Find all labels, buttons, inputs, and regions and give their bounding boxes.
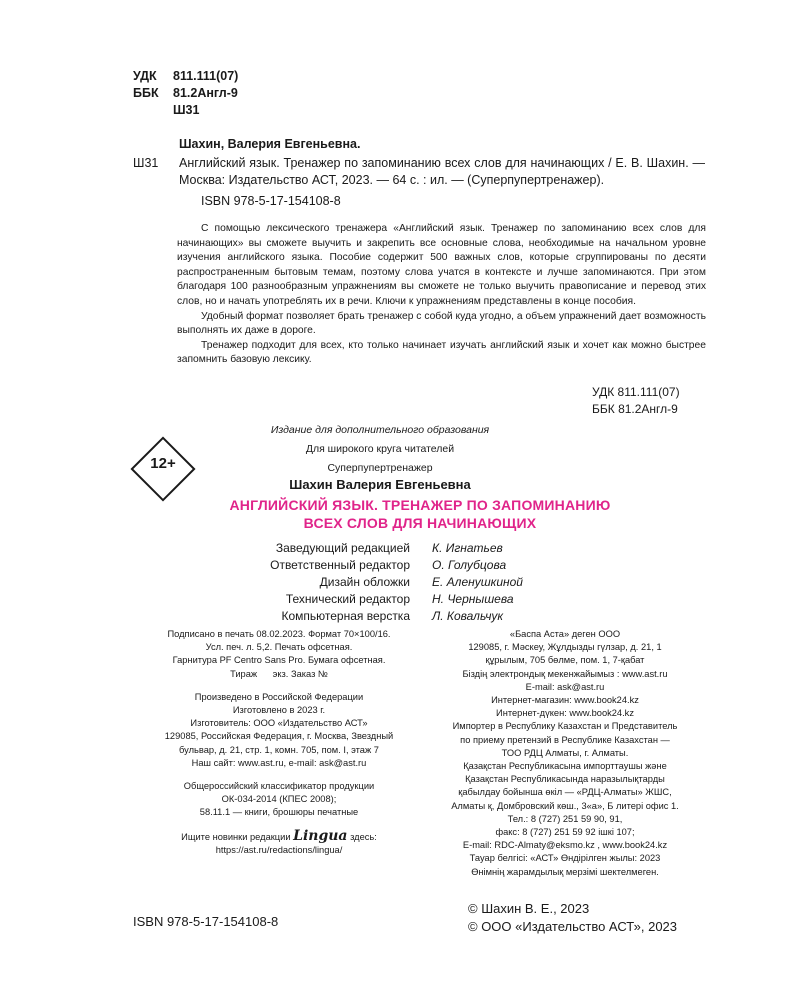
kz-line: Импортер в Республику Казахстан и Представитель bbox=[452, 721, 678, 732]
edition-audience: Для широкого круга читателей bbox=[305, 443, 455, 455]
kz-line: факс: 8 (727) 251 59 92 ішкі 107; bbox=[495, 827, 635, 838]
manufacturer-line: Произведено в Российской Федерации bbox=[194, 691, 364, 702]
kz-line: Қазақстан Республикасына импорттаушы және bbox=[463, 761, 667, 772]
udk-value: 811.111(07) bbox=[173, 69, 239, 83]
udk-right-block bbox=[592, 384, 680, 418]
kz-line: қабылдау бойынша өкіл — «РДЦ-Алматы» ЖШС, bbox=[458, 787, 672, 798]
book-title-line: ВСЕХ СЛОВ ДЛЯ НАЧИНАЮЩИХ bbox=[303, 515, 537, 531]
kz-line: Қазақстан Республикасында наразылықтарды bbox=[465, 774, 665, 785]
novelties-text: Ищите новинки редакции bbox=[181, 831, 291, 842]
annotation-paragraph: С помощью лексического тренажера «Английский язык. Тренажер по запоминанию всех слов для начинающих» вы сможете выучить и закрепить все основные слова, необходимые на начальном уровне изучения английского языка. Пособие содержит 500 важных слов, которые сгруппированы по десяти распространенным бытовым темам, поэтому слова учатся в контексте и лучше запоминаются. При этом благодаря 100 разнообразным упражнениям вы сможете не только выучить правописание и перевод этих слов, но и начать употреблять их в речи. Ключи к упражнениям представлены в конце пособия. bbox=[177, 223, 706, 307]
imprint-left bbox=[133, 628, 425, 857]
lingua-logo: Lingua bbox=[293, 827, 348, 844]
manufacturer-line: 129085, Российская Федерация, г. Москва, Звездный bbox=[164, 731, 394, 742]
kz-line: Интернет-дүкен: www.book24.kz bbox=[496, 708, 634, 719]
staff-role: Дизайн обложки bbox=[319, 575, 410, 589]
annotation-paragraph: Тренажер подходит для всех, кто только начинает изучать английский язык и хочет как можно быстрее запомнить базовую лексику. bbox=[177, 339, 706, 366]
novelties-info bbox=[133, 827, 425, 857]
kz-line: 129085, г. Мәскеу, Жұлдызды гүлзар, д. 21, 1 bbox=[468, 642, 662, 653]
kz-line: Алматы қ, Домбровский көш., 3«а», Б литері офис 1. bbox=[451, 800, 679, 811]
staff-row bbox=[200, 557, 523, 574]
record-isbn: ISBN 978-5-17-154108-8 bbox=[201, 194, 341, 208]
udk-row bbox=[133, 68, 238, 85]
kz-line: E-mail: RDC-Almaty@eksmo.kz , www.book24.kz bbox=[462, 840, 668, 851]
staff-name: К. Игнатьев bbox=[432, 541, 503, 555]
staff-row bbox=[200, 608, 523, 625]
book-title-line: АНГЛИЙСКИЙ ЯЗЫК. ТРЕНАЖЕР ПО ЗАПОМИНАНИЮ bbox=[229, 497, 611, 513]
bbk-right-line: ББК 81.2Англ-9 bbox=[592, 402, 678, 416]
staff-name: Н. Чернышева bbox=[432, 592, 514, 606]
print-line: Тираж экз. Заказ № bbox=[230, 668, 328, 679]
staff-role: Компьютерная верстка bbox=[281, 609, 410, 623]
bbk-label: ББК bbox=[133, 86, 159, 100]
age-rating-label: 12+ bbox=[150, 455, 176, 472]
book-title bbox=[150, 496, 690, 532]
bbk-row bbox=[133, 85, 238, 102]
record-cipher: Ш31 bbox=[133, 156, 159, 170]
kz-line: Өнімнің жарамдылық мерзімі шектелмеген. bbox=[471, 866, 659, 877]
manufacturer-line: Изготовлено в 2023 г. bbox=[232, 705, 326, 716]
copyright-line: © ООО «Издательство АСТ», 2023 bbox=[468, 919, 678, 934]
edition-series: Суперпупертренажер bbox=[327, 462, 433, 474]
manufacturer-line: Изготовитель: ООО «Издательство АСТ» bbox=[190, 718, 368, 729]
isbn-bottom: ISBN 978-5-17-154108-8 bbox=[133, 914, 279, 929]
copyright-block bbox=[468, 900, 677, 936]
kz-line: Интернет-магазин: www.book24.kz bbox=[491, 695, 639, 706]
staff-role: Технический редактор bbox=[285, 592, 410, 606]
manufacturer-line: бульвар, д. 21, стр. 1, комн. 705, пом. I, этаж 7 bbox=[179, 744, 379, 755]
cipher-row bbox=[133, 102, 238, 119]
edition-type: Издание для дополнительного образования bbox=[270, 424, 490, 436]
classifier-line: ОК-034-2014 (КПЕС 2008); bbox=[221, 794, 337, 805]
udk-label: УДК bbox=[133, 69, 157, 83]
kz-line: по приему претензий в Республике Казахстан — bbox=[460, 734, 670, 745]
print-line: Усл. печ. л. 5,2. Печать офсетная. bbox=[205, 642, 353, 653]
bbk-value: 81.2Англ-9 bbox=[173, 86, 238, 100]
print-info bbox=[133, 628, 425, 681]
staff-role: Заведующий редакцией bbox=[275, 541, 410, 555]
imprint-right bbox=[425, 628, 705, 879]
staff-row bbox=[200, 591, 523, 608]
staff-role: Ответственный редактор bbox=[270, 558, 410, 572]
staff-row bbox=[200, 574, 523, 591]
classifier-info bbox=[133, 780, 425, 820]
edition-info bbox=[180, 421, 580, 478]
staff-name: О. Голубцова bbox=[432, 558, 507, 572]
bibliographic-record bbox=[133, 136, 705, 210]
classifier-line: Общероссийский классификатор продукции bbox=[183, 781, 375, 792]
classifier-line: 58.11.1 — книги, брошюры печатные bbox=[199, 807, 359, 818]
record-author: Шахин, Валерия Евгеньевна. bbox=[179, 137, 361, 151]
kz-line: Тел.: 8 (727) 251 59 90, 91, bbox=[507, 813, 623, 824]
kz-line: «Баспа Аста» деген ООО bbox=[509, 629, 621, 639]
manufacturer-line: Наш сайт: www.ast.ru, e-mail: ask@ast.ru bbox=[191, 757, 367, 768]
cipher-value: Ш31 bbox=[173, 103, 200, 117]
annotation bbox=[177, 222, 706, 368]
staff-row bbox=[200, 540, 523, 557]
kz-line: Тауар белгісі: «АСТ» Өндірілген жылы: 2023 bbox=[469, 853, 661, 864]
staff-name: Л. Ковальчук bbox=[432, 609, 504, 623]
kz-line: Біздің электрондық мекенжайымыз : www.ast.ru bbox=[462, 668, 668, 679]
staff-list bbox=[200, 540, 523, 625]
novelties-url[interactable]: https://ast.ru/redactions/lingua/ bbox=[215, 844, 343, 855]
print-line: Гарнитура PF Centro Sans Pro. Бумага офсетная. bbox=[172, 655, 386, 666]
novelties-line bbox=[133, 827, 425, 844]
kz-line: құрылым, 705 бөлме, пом. 1, 7-қабат bbox=[485, 655, 645, 666]
annotation-paragraph: Удобный формат позволяет брать тренажер с собой куда угодно, а объем упражнений дает возможность выполнять их даже в дороге. bbox=[177, 310, 706, 337]
author-name: Шахин Валерия Евгеньевна bbox=[289, 477, 471, 492]
copyright-line: © Шахин В. Е., 2023 bbox=[468, 901, 590, 916]
record-description: Английский язык. Тренажер по запоминанию всех слов для начинающих / Е. В. Шахин. — Москва: Издательство АСТ, 2023. — 64 с. : ил. — (Суперпупертренажер). bbox=[179, 156, 705, 187]
udk-right-line: УДК 811.111(07) bbox=[592, 385, 680, 399]
staff-name: Е. Аленушкиной bbox=[432, 575, 523, 589]
kz-line: ТОО РДЦ Алматы, г. Алматы. bbox=[501, 747, 629, 758]
novelties-text-after: здесь: bbox=[350, 831, 377, 842]
udk-block bbox=[133, 68, 238, 119]
print-line: Подписано в печать 08.02.2023. Формат 70×100/16. bbox=[167, 629, 391, 639]
manufacturer-info bbox=[133, 691, 425, 770]
kz-line: E-mail: ask@ast.ru bbox=[525, 681, 605, 692]
